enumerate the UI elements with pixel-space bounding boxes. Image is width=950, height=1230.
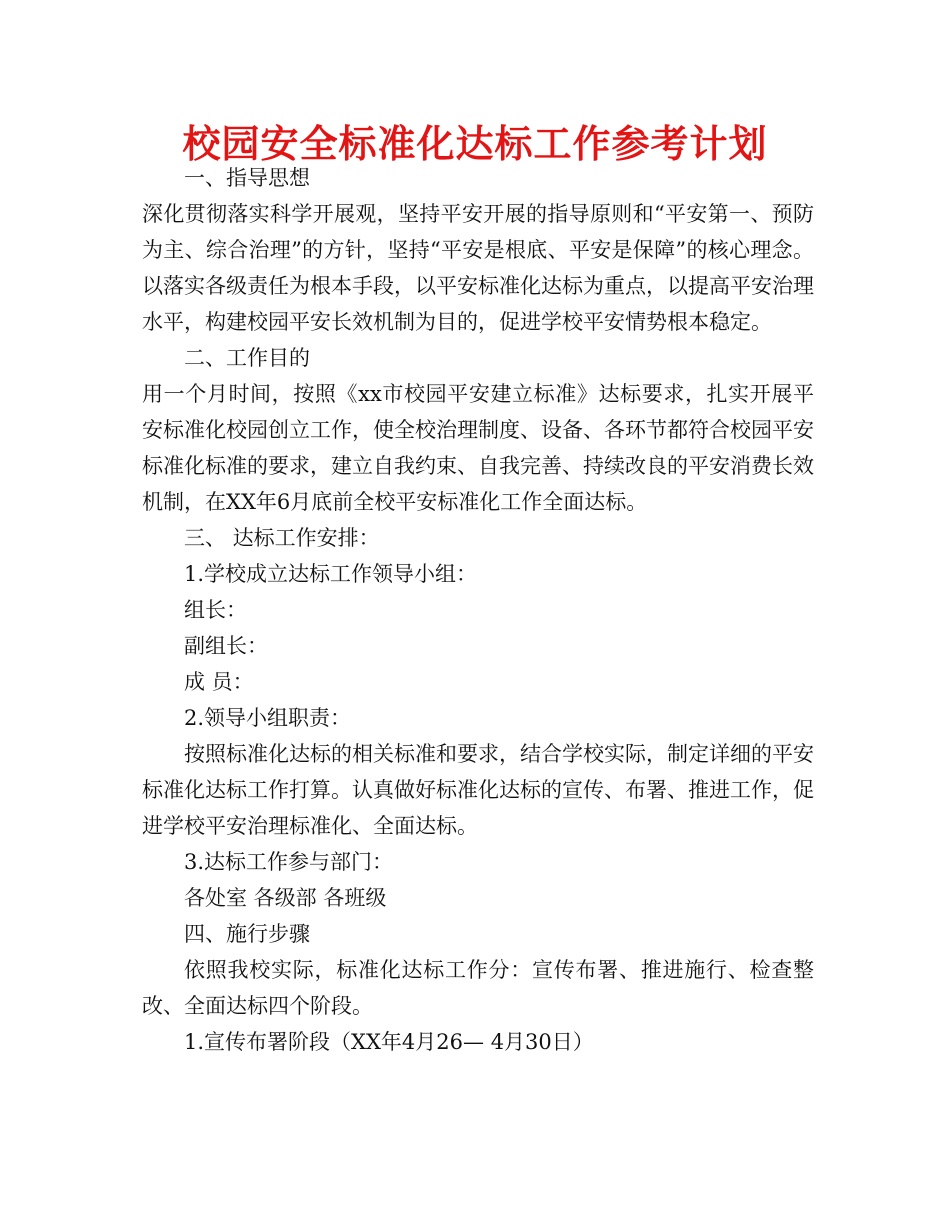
paragraph-steps: 依照我校实际，标准化达标工作分：宣传布署、推进施行、检查整改、全面达标四个阶段。 [142, 958, 814, 1018]
list-item-duties: 2.领导小组职责： [184, 706, 352, 730]
document-body [142, 160, 814, 1060]
list-item-leader: 组长： [184, 598, 247, 622]
paragraph-duties: 按照标准化达标的相关标准和要求，结合学校实际，制定详细的平安标准化达标工作打算。认真做好标准化达标的宣传、布署、推进工作，促进学校平安治理标准化、全面达标。 [142, 742, 814, 838]
paragraph-guiding-ideology: 深化贯彻落实科学开展观，坚持平安开展的指导原则和“平安第一、预防为主、综合治理”的方针，坚持“平安是根底、平安是保障”的核心理念。以落实各级责任为根本手段，以平安标准化达标为重点，以提高平安治理水平，构建校园平安长效机制为目的，促进学校平安情势根本稳定。 [142, 202, 814, 334]
list-item-departments: 3.达标工作参与部门： [184, 850, 394, 874]
section-heading-arrangement: 三、 达标工作安排： [184, 526, 380, 550]
section-heading-guiding-ideology: 一、指导思想 [184, 166, 310, 190]
list-item-department-names: 各处室 各级部 各班级 [184, 886, 387, 910]
section-heading-work-goal: 二、工作目的 [184, 346, 310, 370]
list-item-leading-group: 1.学校成立达标工作领导小组： [184, 562, 478, 586]
list-item-members: 成 员： [184, 670, 254, 694]
paragraph-work-goal: 用一个月时间，按照《xx市校园平安建立标准》达标要求，扎实开展平安标准化校园创立工作，使全校治理制度、设备、各环节都符合校园平安标准化标准的要求，建立自我约束、自我完善、持续改良的平安消费长效机制，在XX年6月底前全校平安标准化工作全面达标。 [142, 382, 814, 514]
list-item-stage-one: 1.宣传布署阶段（XX年4月26— 4月30日） [184, 1030, 594, 1054]
document-title: 校园安全标准化达标工作参考计划 [182, 122, 768, 166]
list-item-deputy-leader: 副组长： [184, 634, 268, 658]
section-heading-steps: 四、施行步骤 [184, 922, 310, 946]
